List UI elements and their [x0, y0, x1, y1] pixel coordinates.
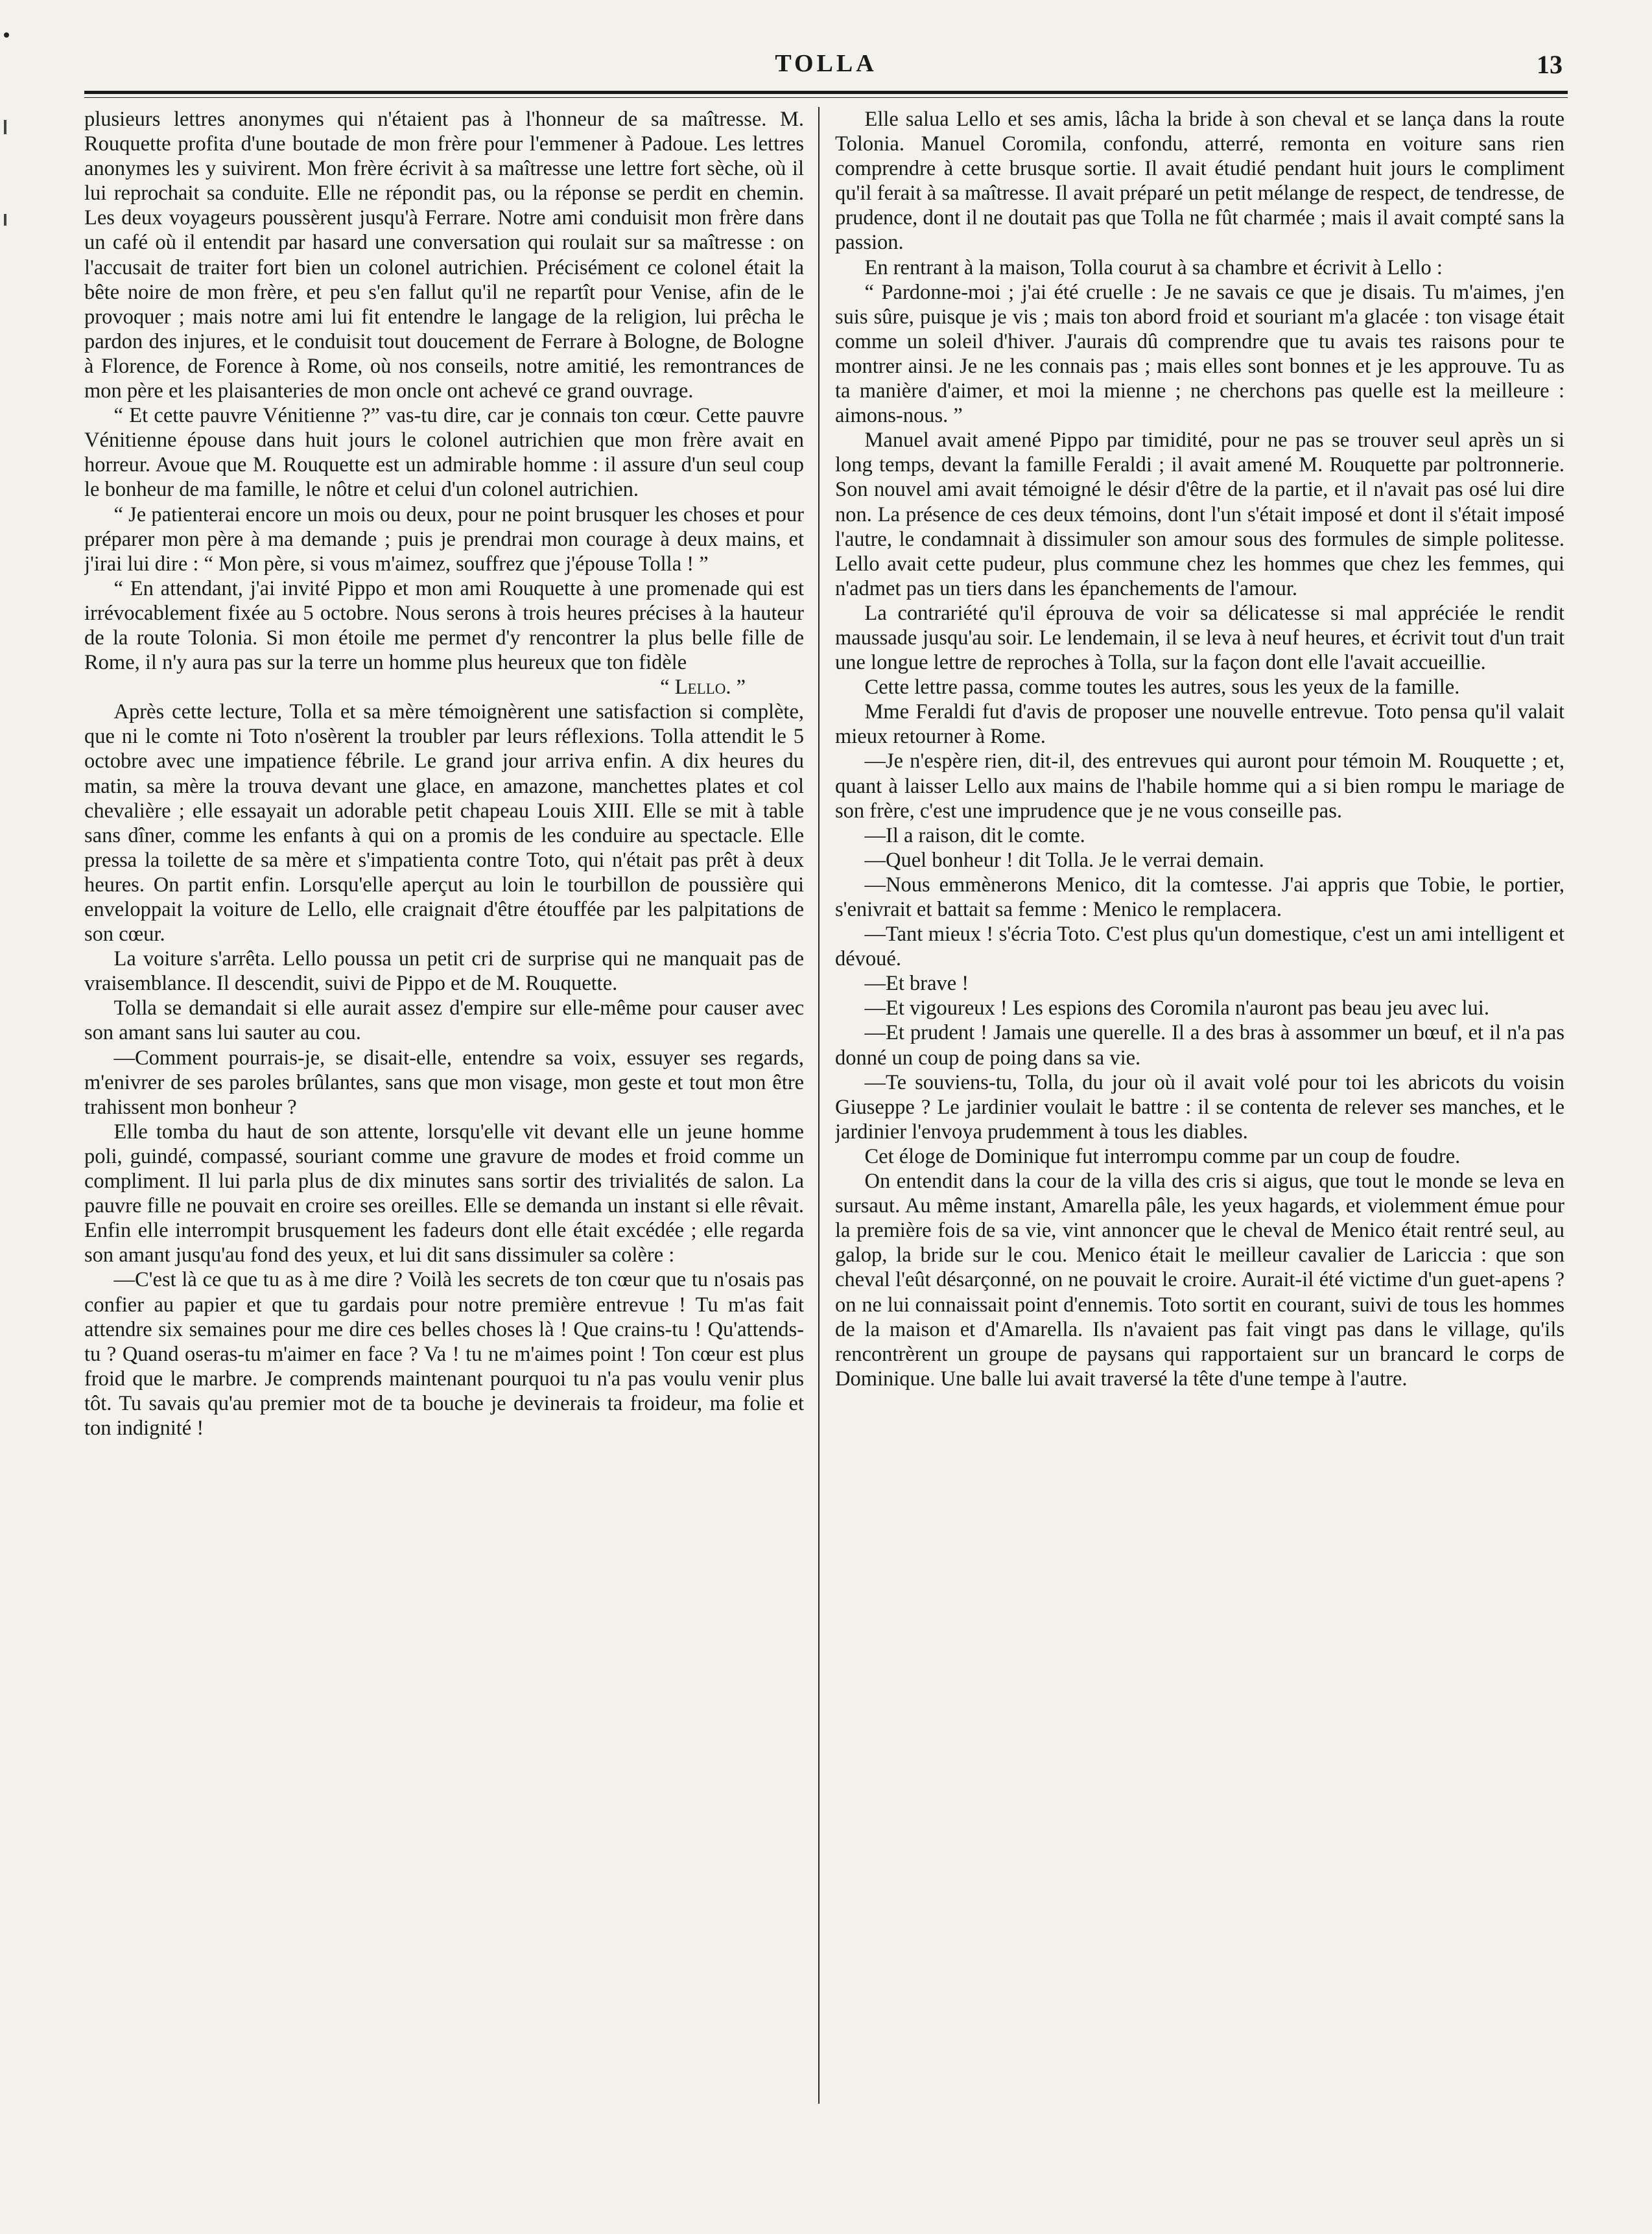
paragraph: —Nous emmènerons Menico, dit la comtesse. J'ai appris que Tobie, le portier, s'enivrait et battait sa femme : Menico le remplacera. [835, 873, 1564, 921]
paragraph: plusieurs lettres anonymes qui n'étaient pas à l'honneur de sa maîtresse. M. Rouquette profita d'une boutade de mon frère pour l'emmener à Padoue. Les lettres anonymes les y suivirent. Mon frère écrivit à sa maîtresse une lettre fort sèche, où il lui reprochait sa conduite. Elle ne répondit pas, ou la réponse se perdit en chemin. Les deux voyageurs poussèrent jusqu'à Ferrare. Notre ami conduisit mon frère dans un café où il entendit par hasard une conversation qui roulait sur sa maîtresse : on l'accusait de traiter fort bien un colonel autrichien. Précisément ce colonel était la bête noire de mon frère, et peu s'en fallut qu'il ne repartît pour Venise, afin de le provoquer ; mais notre ami lui fit entendre le langage de la religion, lui prêcha le pardon des injures, et le conduisit tout doucement de Ferrare à Bologne, de Bologne à Florence, de Forence à Rome, où nos conseils, notre amitié, les remontrances de mon père et les plaisanteries de mon oncle ont achevé ce grand ouvrage. [84, 108, 804, 403]
paragraph: Après cette lecture, Tolla et sa mère témoignèrent une satisfaction si complète, que ni le comte ni Toto n'osèrent la troubler par leurs réflexions. Tolla attendit le 5 octobre avec une impatience fébrile. Le grand jour arriva enfin. A dix heures du matin, sa mère la trouva devant une glace, en amazone, manchettes plates et col chevalière ; elle essayait un adorable petit chapeau Louis XIII. Elle se mit à table sans dîner, comme les enfants à qui on a promis de les conduire au spectacle. Elle pressa la toilette de sa mère et s'impatienta contre Toto, qui n'était pas prêt à deux heures. On partit enfin. Lorsqu'elle aperçut au loin le tourbillon de poussière qui enveloppait la voiture de Lello, elle craignait d'être étouffée par les palpitations de son cœur. [84, 700, 804, 947]
paragraph: “ Et cette pauvre Vénitienne ?” vas-tu dire, car je connais ton cœur. Cette pauvre Vénitienne épouse dans huit jours le colonel autrichien que mon frère avait en horreur. Avoue que M. Rouquette est un admirable homme : il assure d'un seul coup le bonheur de ma famille, le nôtre et celui d'un colonel autrichien. [84, 404, 804, 502]
paragraph: Elle tomba du haut de son attente, lorsqu'elle vit devant elle un jeune homme poli, guindé, compassé, souriant comme une gravure de modes et froid comme un compliment. Il lui parla plus de dix minutes sans sortir des trivialités de salon. La pauvre fille ne pouvait en croire ses oreilles. Elle se demanda un instant si elle rêvait. Enfin elle interrompit brusquement les fadeurs dont elle était excédée ; elle regarda son amant jusqu'au fond des yeux, et lui dit sans dissimuler sa colère : [84, 1120, 804, 1267]
page-number: 13 [1537, 50, 1563, 79]
paragraph: —C'est là ce que tu as à me dire ? Voilà les secrets de ton cœur que tu n'osais pas confier au papier et que tu gardais pour notre première entrevue ! Tu m'as fait attendre six semaines pour me dire ces belles choses là ! Que crains-tu ! Qu'attends-tu ? Quand oseras-tu m'aimer en face ? Va ! tu ne m'aimes point ! Ton cœur est plus froid que le marbre. Je comprends maintenant pourquoi tu n'a pas voulu venir plus tôt. Tu savais qu'au premier mot de ta bouche je devinerais ta froideur, ma folie et ton indignité ! [84, 1268, 804, 1440]
column-divider [818, 107, 820, 2104]
margin-mark [4, 120, 6, 134]
paragraph: —Tant mieux ! s'écria Toto. C'est plus qu'un domestique, c'est un ami intelligent et dévoué. [835, 923, 1564, 971]
paragraph: —Te souviens-tu, Tolla, du jour où il avait volé pour toi les abricots du voisin Giuseppe ? Le jardinier voulait le battre : il se contenta de relever ses manches, et le jardinier l'envoya prudemment à tous les diables. [835, 1070, 1564, 1144]
paragraph: “ En attendant, j'ai invité Pippo et mon ami Rouquette à une promenade qui est irrévocablement fixée au 5 octobre. Nous serons à trois heures précises à la hauteur de la route Tolonia. Si mon étoile me permet d'y rencontrer la plus belle fille de Rome, il n'y aura pas sur la terre un homme plus heureux que ton fidèle [84, 576, 804, 675]
right-column [835, 107, 1564, 2117]
paragraph: La voiture s'arrêta. Lello poussa un petit cri de surprise qui ne manquait pas de vraisemblance. Il descendit, suivi de Pippo et de M. Rouquette. [84, 947, 804, 996]
paragraph: “ Je patienterai encore un mois ou deux, pour ne point brusquer les choses et pour préparer mon père à ma demande ; puis je prendrai mon courage à deux mains, et j'irai lui dire : “ Mon père, si vous m'aimez, souffrez que j'épouse Tolla ! ” [84, 502, 804, 576]
paragraph: —Je n'espère rien, dit-il, des entrevues qui auront pour témoin M. Rouquette ; et, quant à laisser Lello aux mains de l'habile homme qui a si bien rompu le mariage de son frère, c'est une imprudence que je ne vous conseille pas. [835, 749, 1564, 823]
paragraph: Tolla se demandait si elle aurait assez d'empire sur elle-même pour causer avec son amant sans lui sauter au cou. [84, 996, 804, 1045]
paragraph: —Il a raison, dit le comte. [864, 823, 1085, 847]
paragraph: On entendit dans la cour de la villa des cris si aigus, que tout le monde se leva en sursaut. Au même instant, Amarella pâle, les yeux hagards, et violemment émue pour la première fois de sa vie, vint annoncer que le cheval de Menico était rentré seul, au galop, la bride sur le cou. Menico était le meilleur cavalier de Lariccia : que son cheval l'eût désarçonné, on ne pouvait le croire. Aurait-il été victime d'un guet-apens ? on ne lui connaissait point d'ennemis. Toto sortit en courant, suivi de tous les hommes de la maison et d'Amarella. Ils n'avaient pas fait vingt pas dans le village, qu'ils rencontrèrent un groupe de paysans qui rapportaient sur un brancard le corps de Dominique. Une balle lui avait traversé la tête d'une tempe à l'autre. [835, 1170, 1564, 1391]
paragraph: La contrariété qu'il éprouva de voir sa délicatesse si mal appréciée le rendit maussade jusqu'au soir. Le lendemain, il se leva à neuf heures, et écrivit tout d'un trait une longue lettre de reproches à Tolla, sur la façon dont elle l'avait accueillie. [835, 601, 1564, 675]
paragraph: —Quel bonheur ! dit Tolla. Je le verrai demain. [864, 848, 1264, 872]
page-header [84, 45, 1568, 97]
paragraph: En rentrant à la maison, Tolla courut à sa chambre et écrivit à Lello : [864, 255, 1443, 279]
header-rule-thin [84, 97, 1568, 98]
paragraph: —Et vigoureux ! Les espions des Coromila n'auront pas beau jeu avec lui. [864, 996, 1489, 1020]
paragraph: Elle salua Lello et ses amis, lâcha la bride à son cheval et se lança dans la route Tolonia. Manuel Coromila, confondu, atterré, remonta en voiture sans rien comprendre à cette brusque sortie. Il avait étudié pendant huit jours le compliment qu'il ferait à sa maîtresse. Il avait préparé un petit mélange de respect, de tendresse, de prudence, dont il ne doutait pas que Tolla ne fût charmée ; mais il avait compté sans la passion. [835, 108, 1564, 255]
margin-mark [4, 32, 9, 38]
letter-signature: “ Lello. ” [660, 676, 746, 700]
paragraph: —Et prudent ! Jamais une querelle. Il a des bras à assommer un bœuf, et il n'a pas donné un coup de poing dans sa vie. [835, 1021, 1564, 1070]
paragraph: Manuel avait amené Pippo par timidité, pour ne pas se trouver seul après un si long temps, devant la famille Feraldi ; il avait amené M. Rouquette par poltronnerie. Son nouvel ami avait témoigné le désir d'être de la partie, et il n'avait pas osé lui dire non. La présence de ces deux témoins, dont l'un s'était imposé et dont il s'était imposé l'autre, le condamnait à dissimuler son amour sous des formules de simple politesse. Lello avait cette pudeur, plus commune chez les hommes que chez les femmes, qui n'admet pas un tiers dans les épanchements de l'amour. [835, 429, 1564, 600]
header-rule [84, 91, 1568, 94]
paragraph: Cette lettre passa, comme toutes les autres, sous les yeux de la famille. [864, 676, 1460, 700]
paragraph: Mme Feraldi fut d'avis de proposer une nouvelle entrevue. Toto pensa qu'il valait mieux retourner à Rome. [835, 700, 1564, 749]
running-title: TOLLA [775, 50, 877, 77]
margin-mark [4, 214, 6, 226]
paragraph: “ Pardonne-moi ; j'ai été cruelle : Je ne savais ce que je disais. Tu m'aimes, j'en suis sûre, puisque je vis ; mais ton abord froid et souriant m'a glacée : ton visage était comme un soleil d'hiver. J'aurais dû comprendre que tu avais tes raisons pour te montrer ainsi. Je ne les connais pas ; mais elles sont bonnes et je les approuve. Tu as ta manière d'aimer, et moi la mienne ; ne cherchons pas quelle est la meilleure : aimons-nous. ” [835, 280, 1564, 428]
paragraph: —Et brave ! [864, 972, 969, 996]
paragraph: Cet éloge de Dominique fut interrompu comme par un coup de foudre. [864, 1144, 1461, 1168]
left-column [84, 107, 804, 2117]
paragraph: —Comment pourrais-je, se disait-elle, entendre sa voix, essuyer ses regards, m'enivrer de ses paroles brûlantes, sans que mon visage, mon geste et tout mon être trahissent mon bonheur ? [84, 1046, 804, 1119]
